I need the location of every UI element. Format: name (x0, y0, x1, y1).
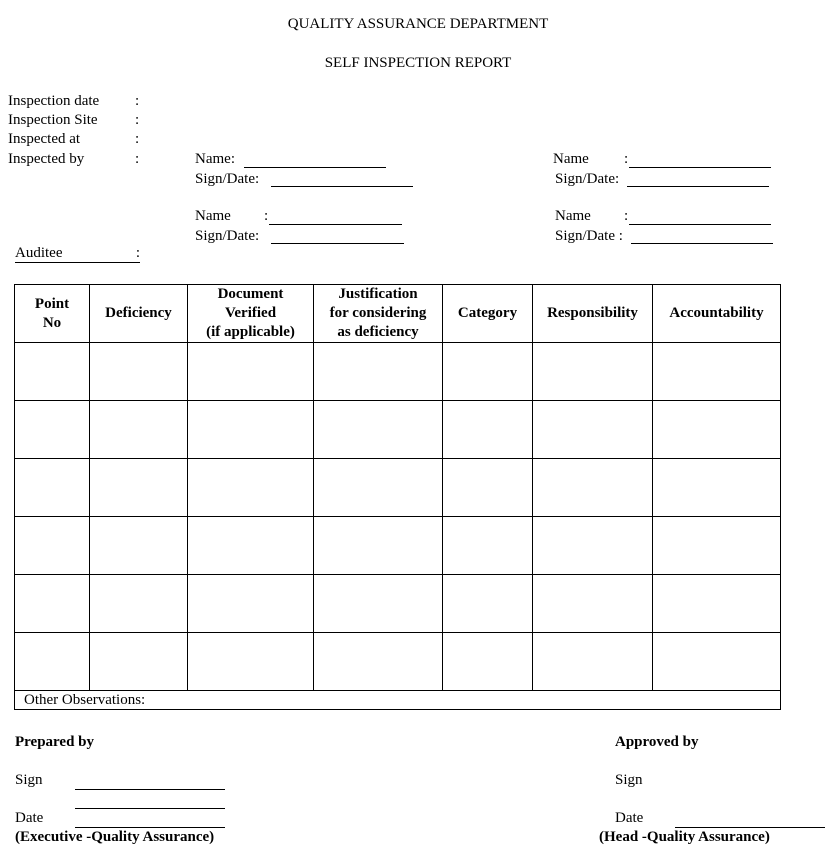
table-header-row (15, 285, 781, 343)
inspector-4-name-line[interactable] (629, 224, 771, 225)
inspector-1-name-label: Name: (195, 151, 235, 167)
prepared-sign-line[interactable] (75, 789, 225, 790)
table-cell[interactable] (90, 633, 188, 691)
approved-by-title: Approved by (615, 734, 699, 750)
table-row (15, 459, 781, 517)
inspector-3-name-line[interactable] (269, 224, 402, 225)
table-cell[interactable] (533, 517, 653, 575)
col-header-document-verified: Document Verified (if applicable) (188, 285, 314, 343)
inspector-3-name-label: Name (195, 208, 231, 224)
table-cell[interactable] (90, 343, 188, 401)
table-cell[interactable] (533, 633, 653, 691)
inspector-3-sign-line[interactable] (271, 243, 404, 244)
prepared-date-label: Date (15, 810, 44, 826)
table-cell[interactable] (443, 401, 533, 459)
department-title: QUALITY ASSURANCE DEPARTMENT (287, 16, 549, 32)
table-cell[interactable] (443, 459, 533, 517)
table-cell[interactable] (653, 517, 781, 575)
auditee-field[interactable] (15, 245, 140, 263)
table-cell[interactable] (653, 401, 781, 459)
table-cell[interactable] (443, 343, 533, 401)
inspector-4-name-label: Name (555, 208, 591, 224)
table-cell[interactable] (314, 401, 443, 459)
table-cell[interactable] (443, 517, 533, 575)
table-cell[interactable] (188, 459, 314, 517)
inspector-3-sign-label: Sign/Date: (195, 228, 260, 244)
report-title: SELF INSPECTION REPORT (324, 55, 512, 71)
approved-date-label: Date (615, 810, 644, 826)
prepared-designation: (Executive -Quality Assurance) (15, 829, 215, 845)
inspected-at-colon: : (135, 131, 140, 147)
col-header-point-no: Point No (15, 285, 90, 343)
table-cell[interactable] (15, 633, 90, 691)
other-observations-cell[interactable] (15, 691, 781, 710)
table-cell[interactable] (15, 459, 90, 517)
table-cell[interactable] (443, 575, 533, 633)
inspection-site-colon: : (135, 112, 140, 128)
prepared-extra-line[interactable] (75, 808, 225, 809)
inspected-by-label: Inspected by (8, 151, 85, 167)
table-cell[interactable] (533, 459, 653, 517)
inspector-2-name-colon: : (624, 151, 629, 167)
inspection-site-label: Inspection Site (8, 112, 98, 128)
table-cell[interactable] (15, 575, 90, 633)
table-cell[interactable] (314, 633, 443, 691)
inspector-4-sign-line[interactable] (631, 243, 773, 244)
inspected-by-colon: : (135, 151, 140, 167)
inspector-4-sign-label: Sign/Date : (555, 228, 623, 244)
inspector-3-name-colon: : (264, 208, 269, 224)
table-cell[interactable] (15, 343, 90, 401)
table-cell[interactable] (15, 517, 90, 575)
inspection-date-label: Inspection date (8, 93, 100, 109)
table-cell[interactable] (90, 401, 188, 459)
col-header-deficiency: Deficiency (90, 285, 188, 343)
prepared-by-title: Prepared by (15, 734, 95, 750)
prepared-sign-label: Sign (15, 772, 43, 788)
table-cell[interactable] (188, 575, 314, 633)
table-cell[interactable] (188, 517, 314, 575)
table-row (15, 343, 781, 401)
inspector-2-name-line[interactable] (629, 167, 771, 168)
table-cell[interactable] (90, 575, 188, 633)
auditee-colon: : (135, 245, 140, 261)
table-cell[interactable] (533, 575, 653, 633)
approved-sign-label: Sign (615, 772, 643, 788)
inspector-1-sign-label: Sign/Date: (195, 171, 260, 187)
deficiency-table (14, 284, 781, 710)
table-cell[interactable] (188, 343, 314, 401)
table-cell[interactable] (533, 401, 653, 459)
table-row (15, 401, 781, 459)
table-cell[interactable] (533, 343, 653, 401)
approved-designation: (Head -Quality Assurance) (599, 829, 770, 845)
table-cell[interactable] (314, 517, 443, 575)
table-cell[interactable] (314, 575, 443, 633)
inspector-2-sign-line[interactable] (627, 186, 769, 187)
table-row (15, 575, 781, 633)
inspector-4-name-colon: : (624, 208, 629, 224)
table-cell[interactable] (653, 459, 781, 517)
table-cell[interactable] (314, 343, 443, 401)
col-header-category: Category (443, 285, 533, 343)
table-cell[interactable] (15, 401, 90, 459)
table-cell[interactable] (90, 517, 188, 575)
inspector-2-sign-label: Sign/Date: (555, 171, 620, 187)
col-header-responsibility: Responsibility (533, 285, 653, 343)
inspected-at-label: Inspected at (8, 131, 81, 147)
inspector-2-name-label: Name (553, 151, 589, 167)
table-cell[interactable] (443, 633, 533, 691)
auditee-label: Auditee (15, 245, 63, 261)
other-observations-label: Other Observations: (24, 692, 146, 708)
inspection-date-colon: : (135, 93, 140, 109)
other-observations-row (15, 691, 781, 710)
table-cell[interactable] (188, 401, 314, 459)
table-cell[interactable] (653, 575, 781, 633)
table-cell[interactable] (653, 633, 781, 691)
inspector-1-name-line[interactable] (244, 167, 386, 168)
col-header-justification: Justification for considering as deficiency (314, 285, 443, 343)
table-row (15, 633, 781, 691)
col-header-accountability: Accountability (653, 285, 781, 343)
table-cell[interactable] (314, 459, 443, 517)
table-row (15, 517, 781, 575)
inspector-1-sign-line[interactable] (271, 186, 413, 187)
table-cell[interactable] (188, 633, 314, 691)
table-cell[interactable] (90, 459, 188, 517)
table-cell[interactable] (653, 343, 781, 401)
